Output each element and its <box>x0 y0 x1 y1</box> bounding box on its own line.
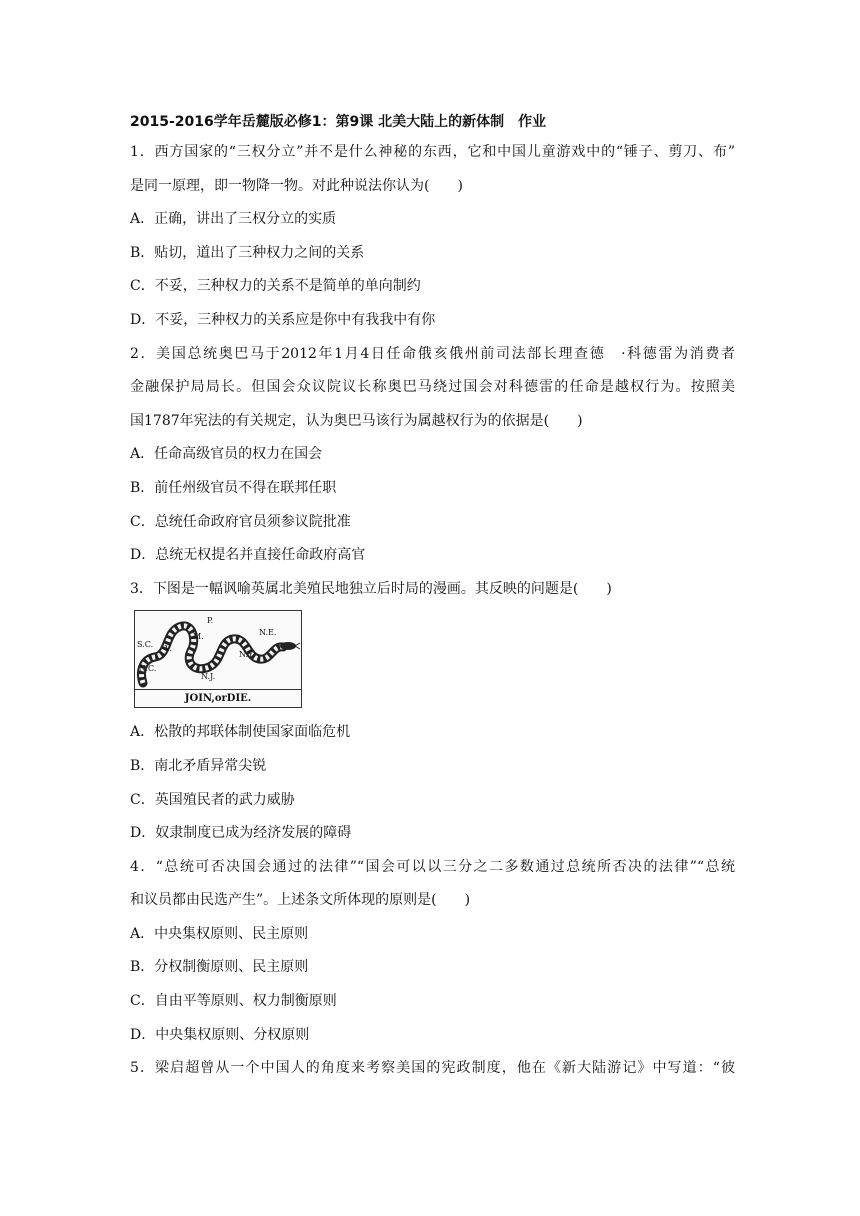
label-m: M. <box>193 632 204 642</box>
question-3-option-d: D．奴隶制度已成为经济发展的障碍 <box>130 825 352 842</box>
question-3 <box>130 573 735 851</box>
snake-tongue <box>295 643 300 649</box>
question-1-stem-line-2: 是同一原理，即一物降一物。对此种说法你认为( ) <box>130 177 463 194</box>
document-title: 2015-2016学年岳麓版必修1：第9课 北美大陆上的新体制 作业 <box>130 114 547 130</box>
question-2-option-b: B．前任州级官员不得在联邦任职 <box>130 479 337 496</box>
question-5 <box>130 1052 735 1086</box>
question-3-option-a: A．松散的邦联体制使国家面临危机 <box>130 724 351 741</box>
question-1-option-c: C．不妥，三种权力的关系不是简单的单向制约 <box>130 278 421 295</box>
question-4-option-c: C．自由平等原则、权力制衡原则 <box>130 993 337 1010</box>
question-2 <box>130 338 735 573</box>
question-1-option-a: A．正确，讲出了三权分立的实质 <box>130 211 337 228</box>
question-3-option-b: B．南北矛盾异常尖锐 <box>130 757 267 774</box>
label-ny: N.Y. <box>239 650 255 660</box>
question-2-option-c: C．总统任命政府官员须参议院批准 <box>130 513 351 530</box>
label-ne: N.E. <box>259 628 277 638</box>
question-4-option-a: A．中央集权原则、民主原则 <box>130 925 309 942</box>
snake-head <box>280 642 296 650</box>
cartoon-caption: JOIN,orDIE. <box>135 689 301 707</box>
question-4-option-b: B．分权制衡原则、民主原则 <box>130 959 309 976</box>
question-4-stem-line-1: 4．“总统可否决国会通过的法律”“国会可以以三分之二多数通过总统所否决的法律”“总统 <box>130 858 735 875</box>
question-3-option-c: C．英国殖民者的武力威胁 <box>130 791 295 808</box>
question-3-stem: 3．下图是一幅讽喻英属北美殖民地独立后时局的漫画。其反映的问题是( ) <box>130 580 612 597</box>
label-nc: N.C. <box>139 664 157 674</box>
question-2-stem-line-2: 金融保护局局长。但国会众议院议长称奥巴马绕过国会对科德雷的任命是越权行为。按照美 <box>130 379 735 396</box>
question-1-option-b: B．贴切，道出了三种权力之间的关系 <box>130 244 365 261</box>
question-2-stem-line-3: 国1787年宪法的有关规定，认为奥巴马该行为属越权行为的依据是( ) <box>130 412 583 429</box>
label-sc: S.C. <box>137 640 154 650</box>
question-2-stem-line-1: 2．美国总统奥巴马于2012年1月4日任命俄亥俄州前司法部长理查德 ·科德雷为消费者 <box>130 345 735 362</box>
question-4 <box>130 851 735 1053</box>
question-1 <box>130 136 735 338</box>
label-p: P. <box>207 616 214 626</box>
question-2-option-d: D．总统无权提名并直接任命政府高官 <box>130 547 366 564</box>
question-4-stem-line-2: 和议员都由民选产生”。上述条文所体现的原则是( ) <box>130 892 471 909</box>
snake-illustration <box>135 611 301 689</box>
question-5-stem-line-1: 5．梁启超曾从一个中国人的角度来考察美国的宪政制度，他在《新大陆游记》中写道：“彼 <box>130 1060 735 1077</box>
question-1-option-d: D．不妥，三种权力的关系应是你中有我我中有你 <box>130 311 436 328</box>
join-or-die-cartoon <box>134 610 302 708</box>
question-4-option-d: D．中央集权原则、分权原则 <box>130 1026 310 1043</box>
document-page <box>130 108 735 1086</box>
question-1-stem-line-1: 1．西方国家的“三权分立”并不是什么神秘的东西，它和中国儿童游戏中的“锤子、剪刀、布” <box>130 144 735 160</box>
label-v: V. <box>165 644 172 654</box>
question-2-option-a: A．任命高级官员的权力在国会 <box>130 446 323 463</box>
label-nj: N.J. <box>201 672 216 682</box>
